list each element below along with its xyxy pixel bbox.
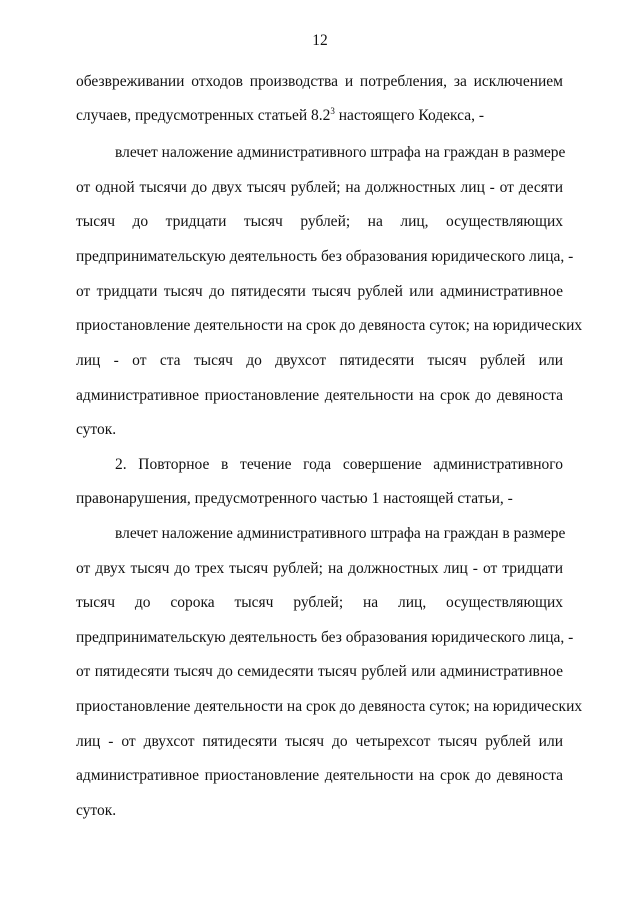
text-line: приостановление деятельности на срок до девяноста суток; на юридических — [76, 317, 583, 334]
text-line: влечет наложение административного штрафа на граждан в размере — [115, 144, 566, 161]
text-line: приостановление деятельности на срок до девяноста суток; на юридических — [76, 698, 583, 715]
text-line: от двух тысяч до трех тысяч рублей; на должностных лиц - от тридцати — [76, 560, 563, 577]
text-line: суток. — [76, 421, 117, 438]
text-line: тысяч до тридцати тысяч рублей; на лиц, осуществляющих — [76, 213, 563, 230]
text-line: влечет наложение административного штрафа на граждан в размере — [115, 525, 566, 542]
page-number: 12 — [312, 32, 328, 49]
text-line: 2. Повторное в течение года совершение административного — [115, 456, 563, 473]
text-line: от пятидесяти тысяч до семидесяти тысяч рублей или административное — [76, 663, 563, 680]
text-line: правонарушения, предусмотренного частью 1 настоящей статьи, - — [76, 490, 513, 507]
text-line — [76, 106, 563, 126]
text-line: тысяч до сорока тысяч рублей; на лиц, осуществляющих — [76, 594, 563, 611]
text-span: настоящего Кодекса, - — [334, 107, 485, 124]
text-line: суток. — [76, 802, 117, 819]
text-line: лиц - от двухсот пятидесяти тысяч до четырехсот тысяч рублей или — [76, 733, 563, 750]
text-line: административное приостановление деятельности на срок до девяноста — [76, 767, 563, 784]
text-span: случаев, предусмотренных статьей 8.2 — [76, 107, 331, 124]
article-superscript: 3 — [330, 106, 335, 116]
text-line: от одной тысячи до двух тысяч рублей; на должностных лиц - от десяти — [76, 179, 563, 196]
text-line: лиц - от ста тысяч до двухсот пятидесяти тысяч рублей или — [76, 352, 563, 369]
text-line: от тридцати тысяч до пятидесяти тысяч рублей или административное — [76, 283, 563, 300]
text-line: предпринимательскую деятельность без образования юридического лица, - — [76, 629, 574, 646]
text-line: административное приостановление деятельности на срок до девяноста — [76, 387, 563, 404]
text-line: предпринимательскую деятельность без образования юридического лица, - — [76, 248, 574, 265]
text-line: обезвреживании отходов производства и потребления, за исключением — [76, 73, 563, 90]
